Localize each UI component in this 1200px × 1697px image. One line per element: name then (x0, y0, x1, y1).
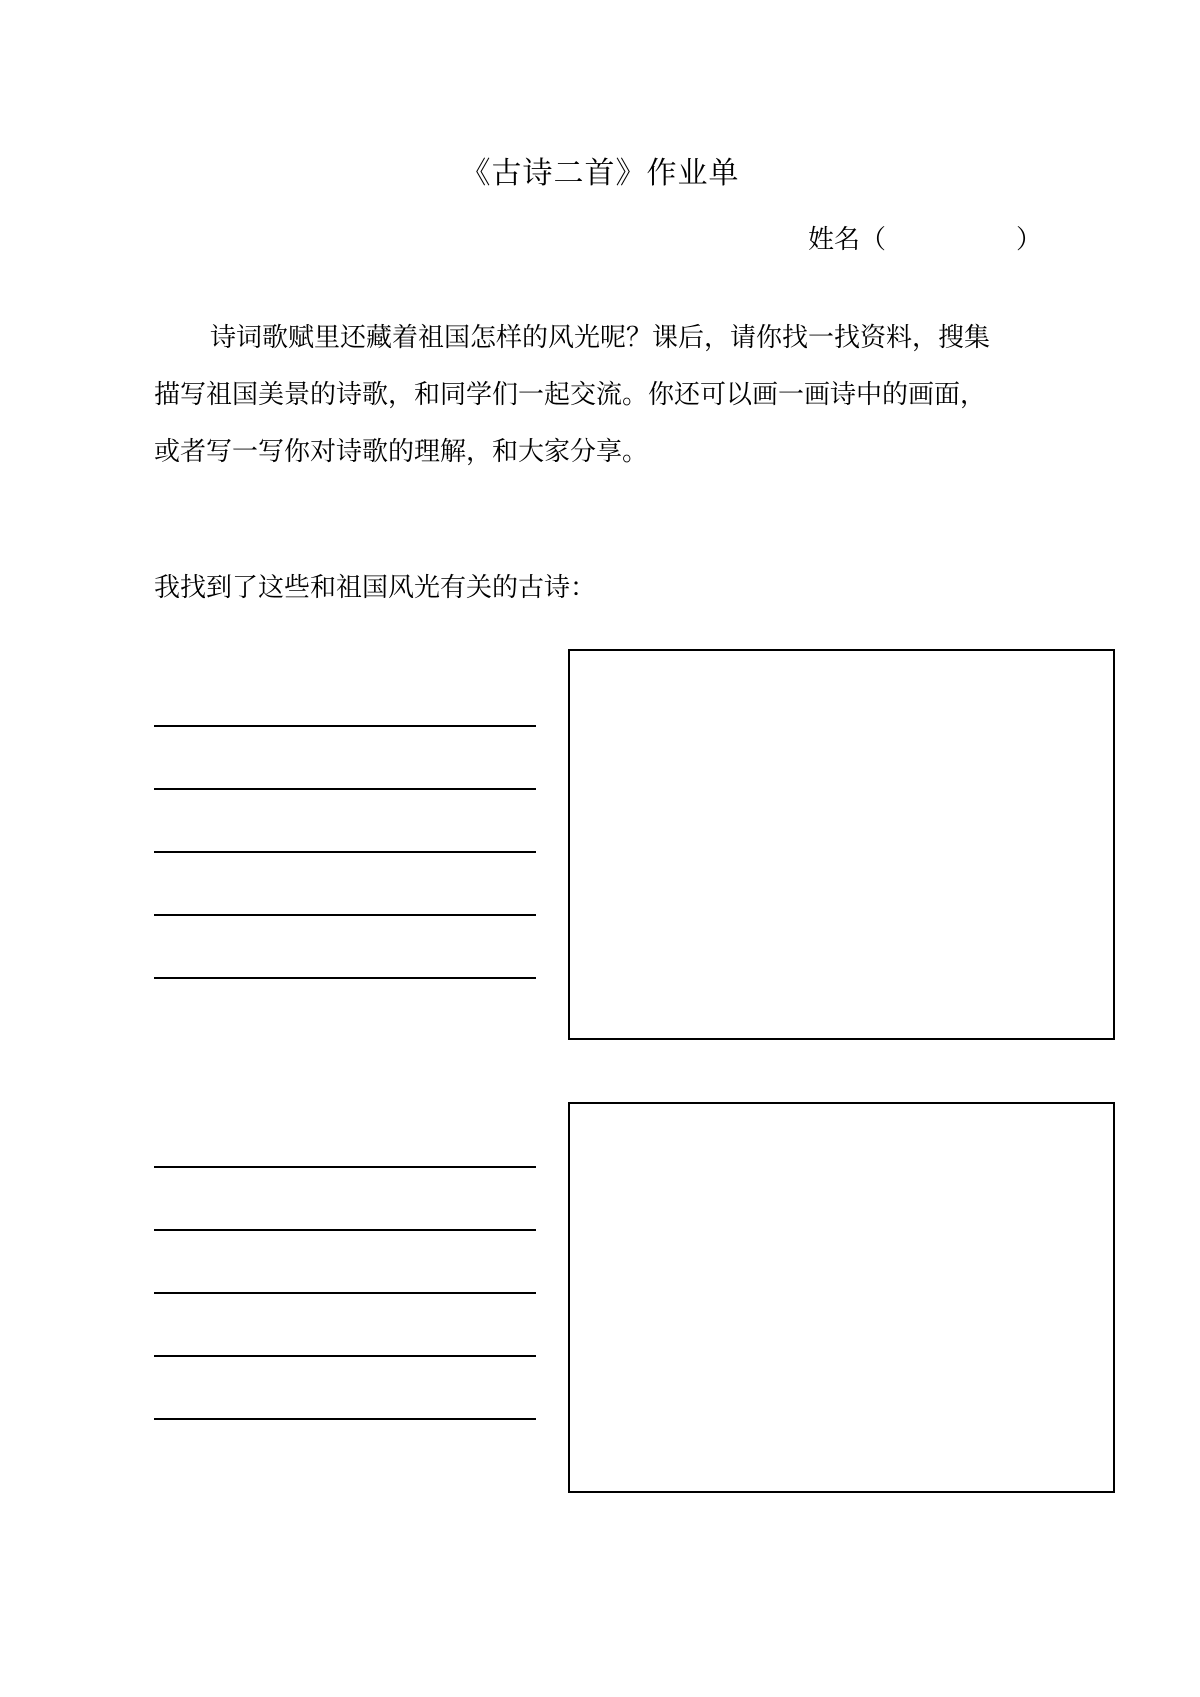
instructions-line-3: 或者写一写你对诗歌的理解，和大家分享。 (154, 437, 649, 467)
writing-line[interactable] (154, 788, 536, 790)
writing-line[interactable] (154, 977, 536, 979)
writing-line[interactable] (154, 725, 536, 727)
writing-line[interactable] (154, 914, 536, 916)
writing-line[interactable] (154, 851, 536, 853)
writing-line[interactable] (154, 1355, 536, 1357)
instructions-paragraph (154, 310, 1054, 481)
name-field-label: 姓名（ ） (808, 225, 1043, 255)
instructions-line-2: 描写祖国美景的诗歌，和同学们一起交流。你还可以画一画诗中的画面， (154, 380, 987, 410)
writing-line[interactable] (154, 1418, 536, 1420)
drawing-box[interactable] (568, 1102, 1115, 1493)
writing-line[interactable] (154, 1229, 536, 1231)
instructions-line-1: 诗词歌赋里还藏着祖国怎样的风光呢？课后，请你找一找资料，搜集 (210, 323, 991, 353)
page-title: 《古诗二首》作业单 (460, 156, 740, 191)
poem-prompt: 我找到了这些和祖国风光有关的古诗： (154, 573, 597, 603)
writing-line[interactable] (154, 1292, 536, 1294)
writing-line[interactable] (154, 1166, 536, 1168)
drawing-box[interactable] (568, 649, 1115, 1040)
